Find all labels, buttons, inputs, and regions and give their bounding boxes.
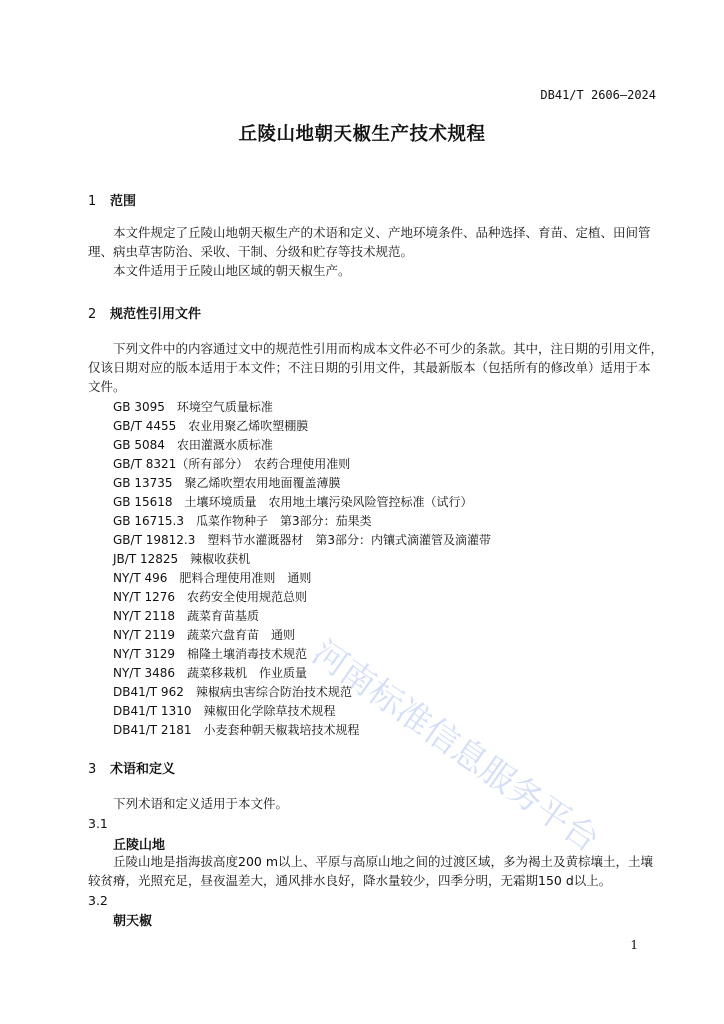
reference-item: GB/T 4455 农业用聚乙烯吹塑棚膜 [113,419,309,433]
reference-item: GB 5084 农田灌溉水质标准 [113,438,273,452]
section-number: 1 [88,194,97,209]
reference-item: NY/T 2119 蔬菜穴盘育苗 通则 [113,628,296,642]
term-definition-line: 较贫瘠，光照充足，昼夜温差大，通风排水良好，降水量较少，四季分明，无霜期150 d以上。 [88,873,612,888]
paragraph-line: 仅该日期对应的版本适用于本文件；不注日期的引用文件，其最新版本（包括所有的修改单）适用于本 [88,360,651,375]
paragraph-line: 下列术语和定义适用于本文件。 [113,796,289,811]
reference-item: NY/T 3486 蔬菜移栽机 作业质量 [113,666,308,680]
section-number: 3 [88,762,97,777]
section-title: 规范性引用文件 [110,307,202,322]
paragraph-line: 下列文件中的内容通过文中的规范性引用而构成本文件必不可少的条款。其中，注日期的引用文件， [113,341,664,356]
reference-item: DB41/T 962 辣椒病虫害综合防治技术规范 [113,685,352,699]
section-number: 2 [88,307,97,322]
standard-number: DB41/T 2606—2024 [540,88,656,102]
term-title: 丘陵山地 [113,838,166,853]
reference-item: GB/T 8321（所有部分） 农药合理使用准则 [113,457,351,471]
term-definition-line: 丘陵山地是指海拔高度200 m以上、平原与高原山地之间的过渡区域，多为褐土及黄棕壤土，土壤 [113,854,654,869]
reference-item: GB 13735 聚乙烯吹塑农用地面覆盖薄膜 [113,476,341,490]
term-number: 3.1 [88,816,108,831]
reference-item: NY/T 1276 农药安全使用规范总则 [113,590,308,604]
section-title: 术语和定义 [110,762,176,777]
section-1-heading [88,190,136,209]
reference-item: GB 16715.3 瓜菜作物种子 第3部分：茄果类 [113,514,372,528]
term-title: 朝天椒 [113,914,153,929]
reference-item: NY/T 496 肥料合理使用准则 通则 [113,571,312,585]
paragraph-line: 理、病虫草害防治、采收、干制、分级和贮存等技术规范。 [88,244,414,259]
reference-item: GB/T 19812.3 塑料节水灌溉器材 第3部分：内镶式滴灌管及滴灌带 [113,533,491,547]
reference-item: GB 3095 环境空气质量标准 [113,400,273,414]
section-3-heading [88,758,175,777]
paragraph-line: 文件。 [88,379,126,394]
reference-item: NY/T 2118 蔬菜育苗基质 [113,609,260,623]
reference-item: JB/T 12825 辣椒收获机 [113,552,251,566]
watermark-text: 河南标准信息服务平台 [304,632,607,861]
section-title: 范围 [110,194,137,209]
paragraph-line: 本文件规定了丘陵山地朝天椒生产的术语和定义、产地环境条件、品种选择、育苗、定植、田间管 [113,225,651,240]
reference-item: NY/T 3129 棉隆土壤消毒技术规范 [113,647,308,661]
page-number: 1 [630,938,638,952]
paragraph-line: 本文件适用于丘陵山地区域的朝天椒生产。 [113,263,351,278]
reference-item: GB 15618 土壤环境质量 农用地土壤污染风险管控标准（试行） [113,495,473,509]
section-2-heading [88,303,201,322]
document-title: 丘陵山地朝天椒生产技术规程 [238,124,486,145]
reference-item: DB41/T 2181 小麦套种朝天椒栽培技术规程 [113,723,360,737]
reference-item: DB41/T 1310 辣椒田化学除草技术规程 [113,704,336,718]
term-number: 3.2 [88,893,108,908]
